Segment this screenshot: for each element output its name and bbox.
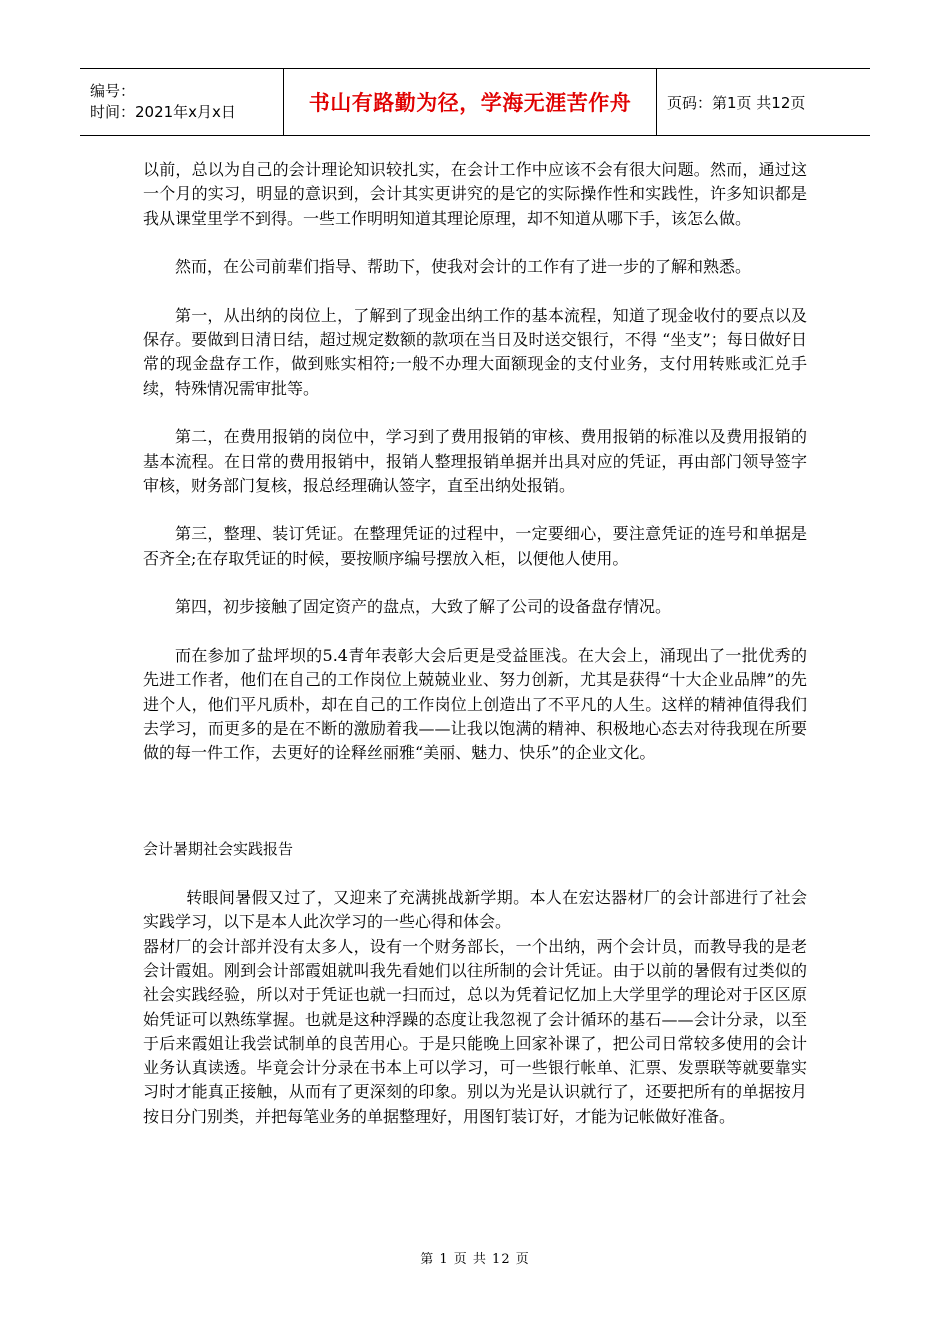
paragraph: 以前，总以为自己的会计理论知识较扎实，在会计工作中应该不会有很大问题。然而，通过这一个月的实习，明显的意识到，会计其实更讲究的是它的实际操作性和实践性，许多知识都是我从课堂里学不到得。一些工作明明知道其理论原理，却不知道从哪下手，该怎么做。 — [143, 160, 807, 228]
page-footer: 第 1 页 共 12 页 — [420, 1252, 530, 1267]
paragraph: 第二，在费用报销的岗位中，学习到了费用报销的审核、费用报销的标准以及费用报销的基本流程。在日常的费用报销中，报销人整理报销单据并出具对应的凭证，再由部门领导签字审核，财务部门复核，报总经理确认签字，直至出纳处报销。 — [143, 427, 807, 495]
header-meta — [80, 69, 283, 135]
motto-text: 书山有路勤为径，学海无涯苦作舟 — [308, 91, 632, 115]
header-motto — [283, 69, 657, 135]
document-header — [80, 68, 870, 136]
page-info-text: 页码：第1页 共12页 — [667, 93, 806, 112]
document-body — [143, 158, 807, 1129]
paragraph: 而在参加了盐坪坝的5.4青年表彰大会后更是受益匪浅。在大会上，涌现出了一批优秀的先进工作者，他们在自己的工作岗位上兢兢业业、努力创新，尤其是获得“十大企业品牌”的先进个人，他们平凡质朴，却在自己的工作岗位上创造出了不平凡的人生。这样的精神值得我们去学习，而更多的是在不断的激励着我——让我以饱满的精神、积极地心态去对待我现在所要做的每一件工作，去更好的诠释丝丽雅“美丽、魅力、快乐”的企业文化。 — [143, 645, 807, 763]
header-page-info — [657, 69, 870, 135]
paragraph: 第四，初步接触了固定资产的盘点，大致了解了公司的设备盘存情况。 — [175, 597, 672, 617]
paragraph: 转眼间暑假又过了，又迎来了充满挑战新学期。本人在宏达器材厂的会计部进行了社会实践学习，以下是本人此次学习的一些心得和体会。 — [143, 888, 807, 932]
section-title: 会计暑期社会实践报告 — [143, 840, 294, 859]
date-label: 时间：2021年x月x日 — [90, 103, 236, 121]
paragraph: 器材厂的会计部并没有太多人，设有一个财务部长，一个出纳，两个会计员，而教导我的是老会计霞姐。刚到会计部霞姐就叫我先看她们以往所制的会计凭证。由于以前的暑假有过类似的社会实践经验，所以对于凭证也就一扫而过，总以为凭着记忆加上大学里学的理论对于区区原始凭证可以熟练掌握。也就是这种浮躁的态度让我忽视了会计循环的基石——会计分录，以至于后来霞姐让我尝试制单的良苦用心。于是只能晚上回家补课了，把公司日常较多使用的会计业务认真读透。毕竟会计分录在书本上可以学习，可一些银行帐单、汇票、发票联等就要靠实习时才能真正接触，从而有了更深刻的印象。别以为光是认识就行了，还要把所有的单据按月按日分门别类，并把每笔业务的单据整理好，用图钉装订好，才能为记帐做好准备。 — [143, 936, 807, 1126]
number-label: 编号： — [90, 82, 136, 100]
paragraph: 第一，从出纳的岗位上，了解到了现金出纳工作的基本流程，知道了现金收付的要点以及保存。要做到日清日结，超过规定数额的款项在当日及时送交银行，不得 “坐支”；每日做好日常的现金盘存工作，做到账实相符;一般不办理大面额现金的支付业务，支付用转账或汇兑手续，特殊情况需审批等。 — [143, 305, 807, 398]
paragraph: 然而，在公司前辈们指导、帮助下，使我对会计的工作有了进一步的了解和熟悉。 — [175, 257, 752, 277]
paragraph: 第三，整理、装订凭证。在整理凭证的过程中，一定要细心，要注意凭证的连号和单据是否齐全;在存取凭证的时候，要按顺序编号摆放入柜，以便他人使用。 — [143, 524, 807, 568]
